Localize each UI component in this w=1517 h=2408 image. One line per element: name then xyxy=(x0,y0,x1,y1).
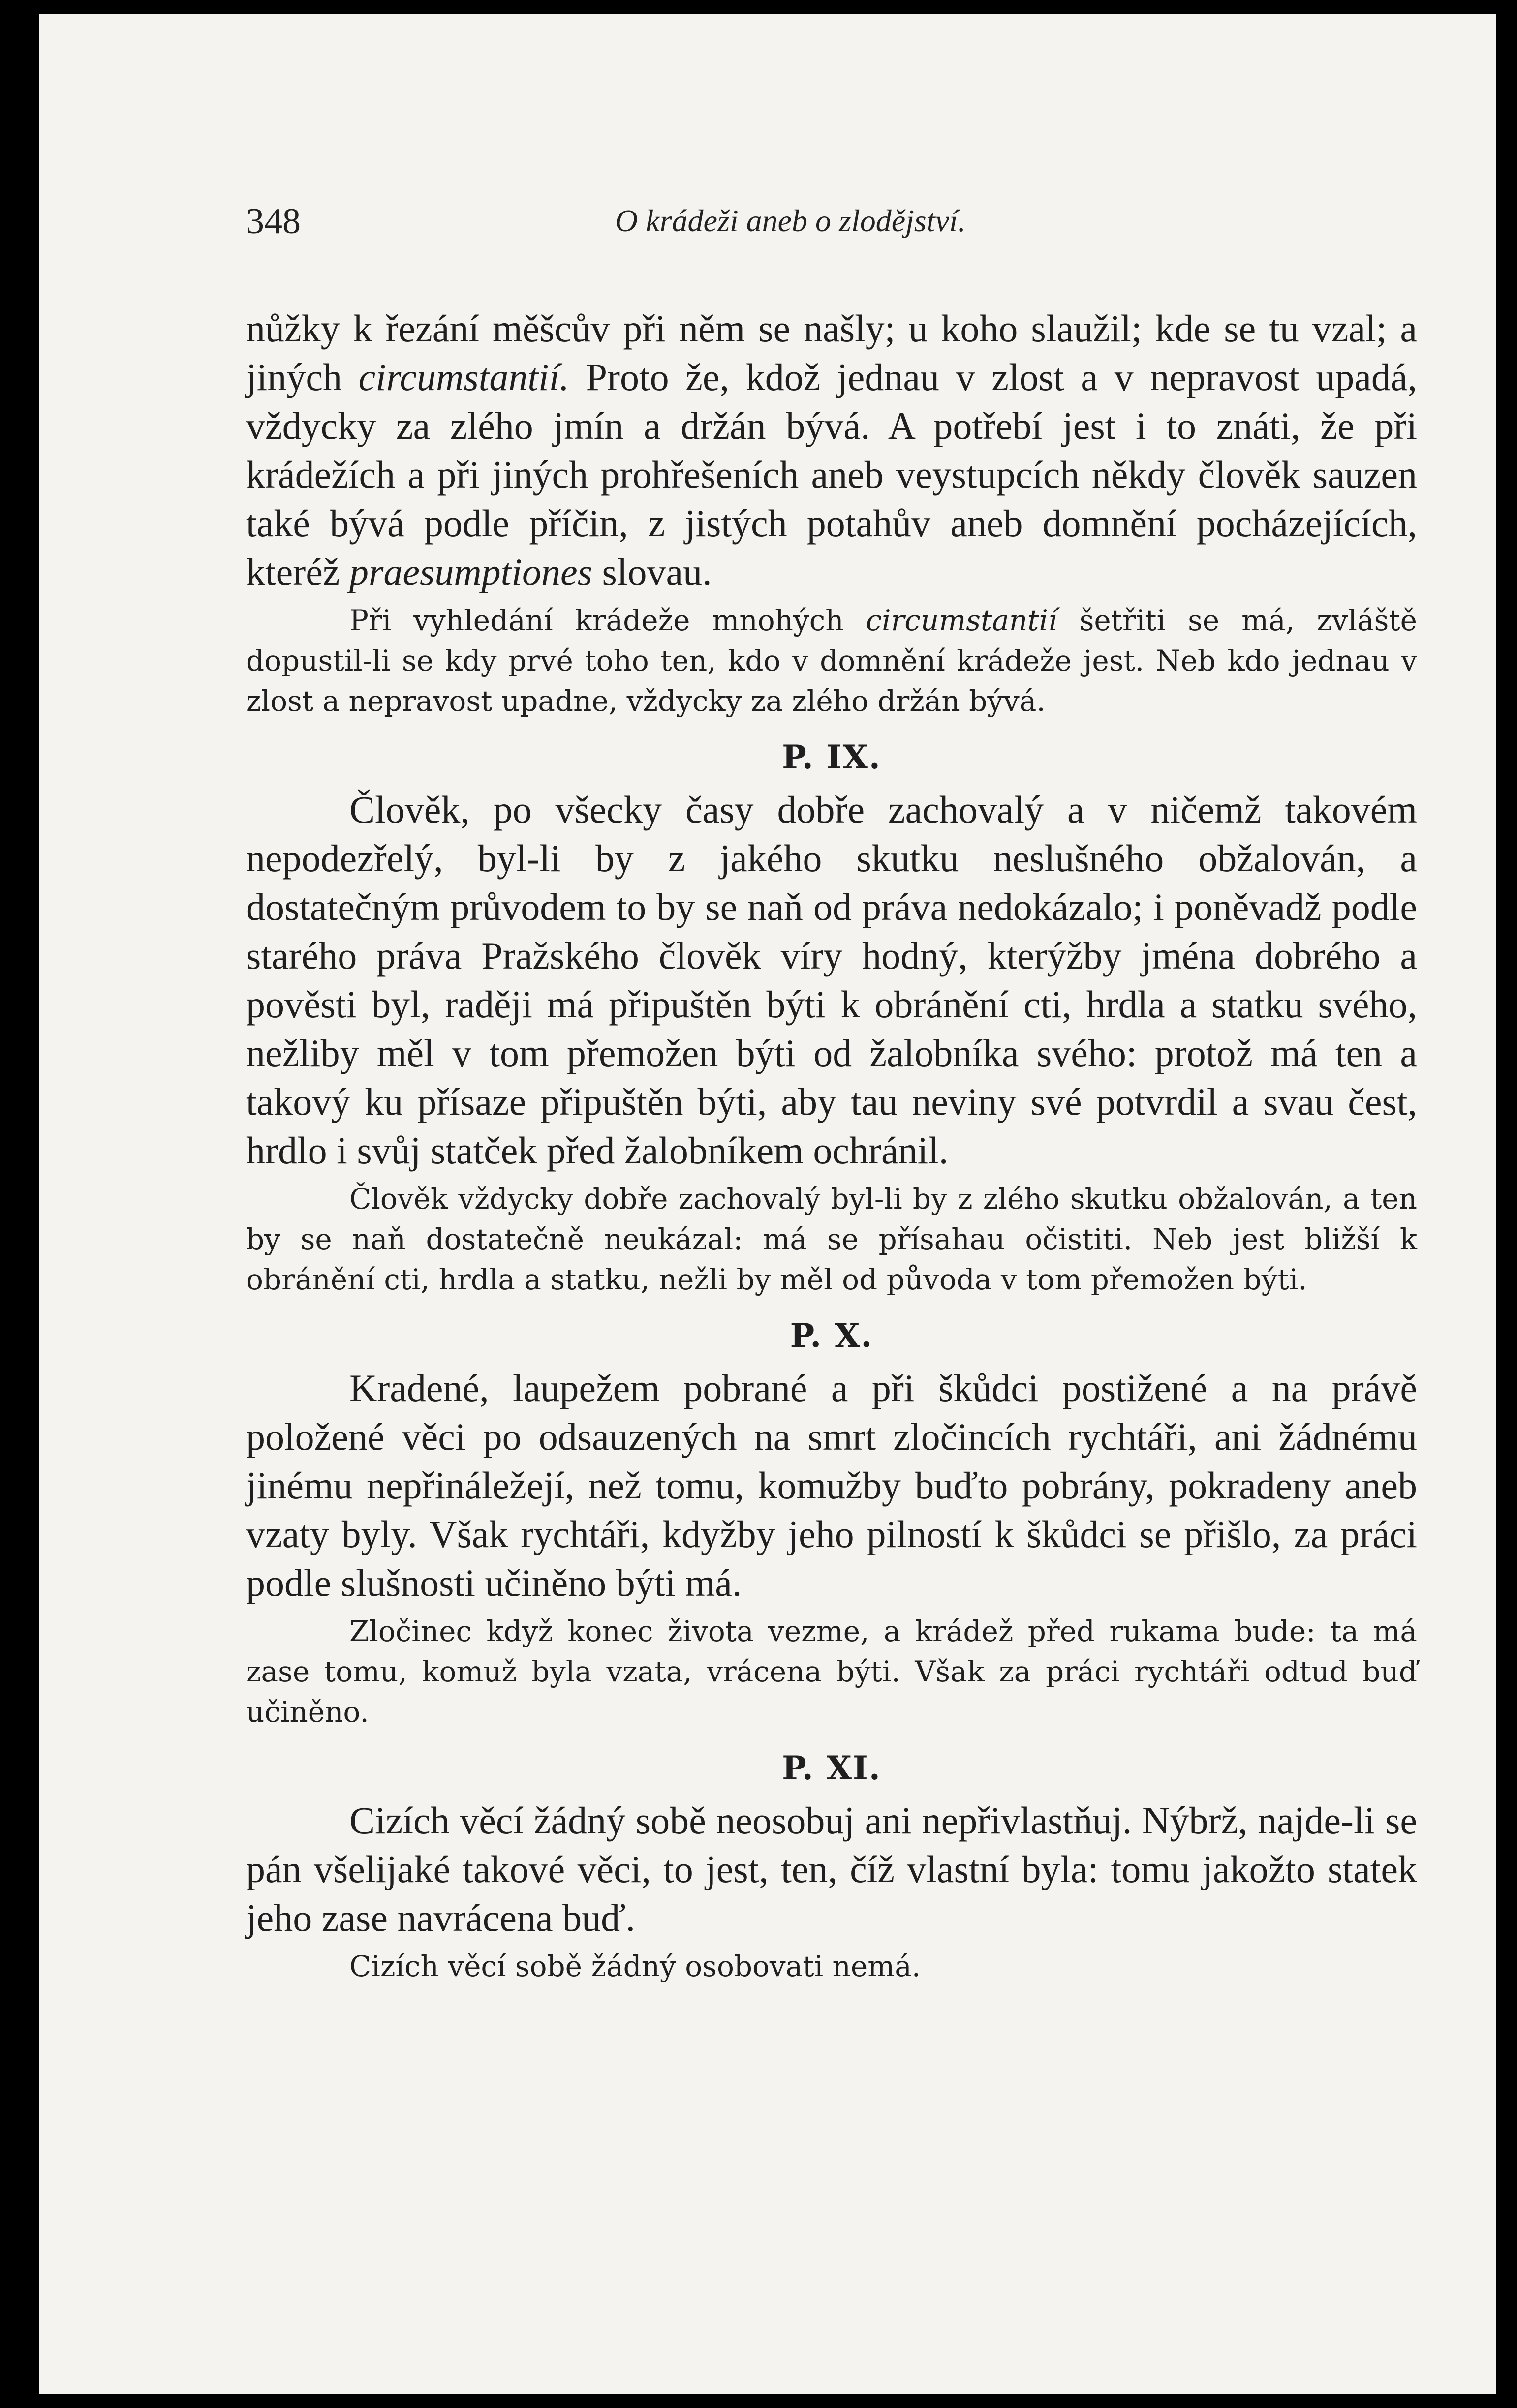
book-page xyxy=(39,14,1496,2394)
section-11-note: Cizích věcí sobě žádný osobovati nemá. xyxy=(349,1950,921,1983)
intro-text-3: slovau. xyxy=(592,550,712,593)
intro-note-text-2: šetřiti se má, zvláště dopustil-li se kdy prvé toho ten, kdo v domnění krádeže jest. Neb kdo jednau v zlost a nepravost upadne, vždycky za zlého držán bývá. xyxy=(246,604,1417,718)
intro-paragraph xyxy=(246,304,1417,596)
intro-note-italic: circumstantií xyxy=(866,604,1057,637)
intro-italic-2: praesumptiones xyxy=(349,550,592,593)
page-content xyxy=(246,201,1417,1986)
intro-note xyxy=(246,600,1417,721)
section-10-main: Kradené, laupežem pobrané a při škůdci postižené a na právě položené věci po odsauzených na smrt zločincích rychtáři, ani žádnému jinému nepřináležejí, než tomu, komužby buďto pobrány, pokradeny aneb vzaty byly. Však rychtáři, kdyžby jeho pilností k škůdci se přišlo, za práci podle slušnosti učiněno býti má. xyxy=(246,1367,1417,1604)
section-heading-11: P. XI. xyxy=(782,1749,881,1787)
intro-italic-1: circumstantií. xyxy=(358,356,569,398)
section-10-note: Zločinec když konec života vezme, a krádež před rukama bude: ta má zase tomu, komuž byla vzata, vrácena býti. Však za práci rychtáři odtud buď učiněno. xyxy=(246,1615,1417,1729)
section-heading-9: P. IX. xyxy=(782,738,881,776)
intro-text-2: Proto že, kdož jednau v zlost a v nepravost upadá, vždycky za zlého jmín a držán bývá. A potřebí jest i to znáti, že při krádežích a při jiných prohřešeních aneb veystupcích někdy člověk sauzen také bývá podle příčin, z jistých potahův aneb domnění pocházejících, kteréž xyxy=(246,356,1417,593)
section-heading-10: P. X. xyxy=(790,1316,873,1355)
running-head: O krádeži aneb o zlodějství. xyxy=(615,203,966,238)
intro-note-text-1: Při vyhledání krádeže mnohých xyxy=(349,604,866,637)
page-header xyxy=(246,201,1417,270)
page-number: 348 xyxy=(246,201,301,242)
section-9-main: Člověk, po všecky časy dobře zachovalý a v ničemž takovém nepodezřelý, byl-li by z jakého skutku neslušného obžalován, a dostatečným průvodem to by se naň od práva nedokázalo; i poněvadž podle starého práva Pražského člověk víry hodný, kterýžby jména dobrého a pověsti byl, raději má připuštěn býti k obránění cti, hrdla a statku svého, nežliby měl v tom přemožen býti od žalobníka svého: protož má ten a takový ku přísaze připuštěn býti, aby tau neviny své potvrdil a svau čest, hrdlo i svůj statček před žalobníkem ochránil. xyxy=(246,788,1417,1172)
section-9-note: Člověk vždycky dobře zachovalý byl-li by z zlého skutku obžalován, a ten by se naň dostatečně neukázal: má se přísahau očistiti. Neb jest bližší k obránění cti, hrdla a statku, nežli by měl od původa v tom přemožen býti. xyxy=(246,1182,1417,1296)
intro-text-1: nůžky k řezání měšcův při něm se našly; u koho slaužil; kde se tu vzal; a jiných xyxy=(246,307,1417,398)
section-11-main: Cizích věcí žádný sobě neosobuj ani nepřivlastňuj. Nýbrž, najde-li se pán všelijaké takové věci, to jest, ten, číž vlastní byla: tomu jakožto statek jeho zase navrácena buď. xyxy=(246,1799,1417,1939)
